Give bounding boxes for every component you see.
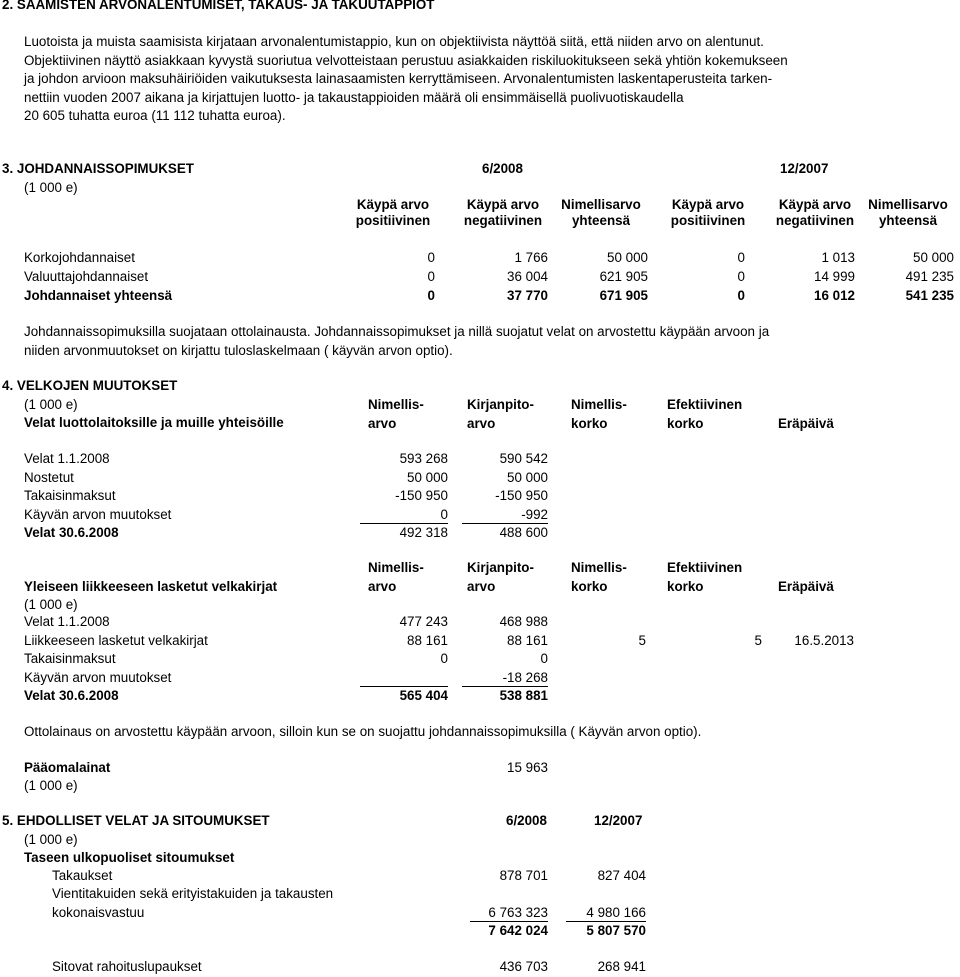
table-row-label: Liikkeeseen lasketut velkakirjat — [24, 633, 208, 648]
table-cell-total: 671 905 — [599, 288, 648, 303]
unit-label: (1 000 e) — [24, 832, 78, 847]
table-cell: 0 — [360, 507, 448, 524]
principal-loans-value: 15 963 — [507, 760, 548, 775]
table-cell: 593 268 — [399, 451, 448, 466]
section-3-heading: 3. JOHDANNAISSOPIMUKSET — [2, 161, 194, 176]
section-2-heading: 2. SAAMISTEN ARVONALENTUMISET, TAKAUS- JA TAKUUTAPPIOT — [2, 0, 435, 12]
col-header-fair-negative: Käypä arvo negatiivinen — [463, 197, 543, 228]
table-cell: 50 000 — [507, 470, 548, 485]
table-cell: 0 — [440, 651, 448, 666]
table-cell: 878 701 — [499, 868, 548, 883]
section-2-text-line: ja johdon arvioon maksuhäiriöiden vaikutuksesta lainasaamisten kerryttämiseen. Arvonalentumisten laskentaperusteita tarken- — [24, 71, 773, 86]
col-header-nominal: Nimellis- arvo — [368, 397, 424, 431]
table-cell-total: 5 807 570 — [586, 923, 646, 938]
table-cell: 50 000 — [913, 250, 954, 265]
col-header-nominal: Nimellis- arvo — [368, 560, 424, 594]
table-cell: -992 — [462, 507, 548, 524]
table-cell-total: 492 318 — [399, 525, 448, 540]
table-cell: 1 013 — [821, 250, 855, 265]
table-cell: 436 703 — [499, 959, 548, 974]
col-header-effective-rate: Efektiivinen korko — [667, 560, 743, 594]
table-cell: 4 980 166 — [566, 905, 646, 922]
table-cell: 621 905 — [599, 269, 648, 284]
table-cell-total: 16 012 — [814, 288, 855, 303]
table-row-label: Velat 1.1.2008 — [24, 451, 110, 466]
unit-label: (1 000 e) — [24, 397, 78, 412]
col-header-due-date: Eräpäivä — [778, 416, 834, 431]
table-row-label: Käyvän arvon muutokset — [24, 507, 172, 522]
table-cell: 5 — [754, 633, 762, 648]
col-header-fair-positive: Käypä arvo positiivinen — [355, 197, 431, 228]
table-cell-total: 488 600 — [499, 525, 548, 540]
section-4-heading: 4. VELKOJEN MUUTOKSET — [2, 378, 178, 393]
table-row-label: Takaukset — [52, 868, 113, 883]
principal-loans-label: Pääomalainat — [24, 760, 111, 775]
table-cell: 491 235 — [905, 269, 954, 284]
table-cell: -150 950 — [395, 488, 448, 503]
table-cell: 36 004 — [507, 269, 548, 284]
table-cell: 50 000 — [407, 470, 448, 485]
col-header-book: Kirjanpito- arvo — [467, 397, 534, 431]
table-cell: 5 — [638, 633, 646, 648]
section-2-text-line: nettiin vuoden 2007 aikana ja kirjattujen luotto- ja takaustappioiden määrä oli ensimmäisellä puolivuotiskaudella — [24, 90, 684, 105]
table-cell-total: 565 404 — [399, 688, 448, 703]
table-cell: 1 766 — [514, 250, 548, 265]
table-cell-total: 7 642 024 — [488, 923, 548, 938]
table-cell: -150 950 — [495, 488, 548, 503]
col-header-nominal-rate: Nimellis- korko — [571, 560, 627, 594]
table-row-label-total: Velat 30.6.2008 — [24, 525, 119, 540]
period-12-2007: 12/2007 — [780, 161, 829, 176]
table-2-title: Yleiseen liikkeeseen lasketut velkakirjat — [24, 579, 278, 594]
table-cell: 0 — [737, 250, 745, 265]
col-header-nominal-total: Nimellisarvo yhteensä — [561, 197, 641, 228]
table-row-label: Korkojohdannaiset — [24, 250, 135, 265]
table-cell: 0 — [427, 269, 435, 284]
section-2-text-line: Objektiivinen näyttö asiakkaan kyvystä suoriutua velvotteistaan perustuu asiakkaiden riskiluokitukseen sekä yhtiön kokemukseen — [24, 53, 788, 68]
col-header-due-date: Eräpäivä — [778, 579, 834, 594]
table-row-label: Takaisinmaksut — [24, 651, 116, 666]
table-cell-total: 538 881 — [499, 688, 548, 703]
off-balance-heading: Taseen ulkopuoliset sitoumukset — [24, 850, 235, 865]
table-cell: 268 941 — [597, 959, 646, 974]
col-header-fair-negative-2007: Käypä arvo negatiivinen — [775, 197, 855, 228]
table-cell: 0 — [427, 250, 435, 265]
table-cell-empty — [360, 670, 448, 687]
table-row-label: Käyvän arvon muutokset — [24, 670, 172, 685]
table-row-label-total: Velat 30.6.2008 — [24, 688, 119, 703]
unit-label: (1 000 e) — [24, 597, 78, 612]
table-cell-total: 37 770 — [507, 288, 548, 303]
period-12-2007: 12/2007 — [594, 813, 643, 828]
table-cell: 14 999 — [814, 269, 855, 284]
section-3-note-line: Johdannaissopimuksilla suojataan ottolainausta. Johdannaissopimukset ja nillä suojatut velat on arvostettu käypään arvoon ja — [24, 324, 770, 339]
table-cell: 468 988 — [499, 614, 548, 629]
table-row-label: Takaisinmaksut — [24, 488, 116, 503]
section-3-note-line: niiden arvonmuutokset on kirjattu tuloslaskelmaan ( käyvän arvon optio). — [24, 343, 453, 358]
table-cell: 827 404 — [597, 868, 646, 883]
table-cell-total: 541 235 — [905, 288, 954, 303]
section-2-text-line: 20 605 tuhatta euroa (11 112 tuhatta euroa). — [24, 108, 286, 123]
col-header-nominal-rate: Nimellis- korko — [571, 397, 627, 431]
table-cell: 88 161 — [407, 633, 448, 648]
section-5-heading: 5. EHDOLLISET VELAT JA SITOUMUKSET — [2, 813, 270, 828]
table-cell: 16.5.2013 — [794, 633, 854, 648]
table-row-label-total: Johdannaiset yhteensä — [24, 288, 173, 303]
table-row-label: Nostetut — [24, 470, 74, 485]
table-cell: 0 — [540, 651, 548, 666]
section-2-text-line: Luotoista ja muista saamisista kirjataan arvonalentumistappio, kun on objektiivista näyttöä siitä, että niiden arvo on alentunut. — [24, 34, 764, 49]
table-row-label: Valuuttajohdannaiset — [24, 269, 149, 284]
table-cell: 477 243 — [399, 614, 448, 629]
col-header-nominal-total-2007: Nimellisarvo yhteensä — [868, 197, 948, 228]
col-header-effective-rate: Efektiivinen korko — [667, 397, 743, 431]
table-cell: -18 268 — [462, 670, 548, 687]
table-cell-total: 0 — [737, 288, 745, 303]
table-cell: 6 763 323 — [470, 905, 548, 922]
table-cell: 50 000 — [607, 250, 648, 265]
table-cell: 0 — [737, 269, 745, 284]
table-cell-total: 0 — [427, 288, 435, 303]
unit-label: (1 000 e) — [24, 778, 78, 793]
period-6-2008: 6/2008 — [506, 813, 547, 828]
table-row-label: kokonaisvastuu — [52, 905, 145, 920]
unit-label: (1 000 e) — [24, 180, 78, 195]
period-6-2008: 6/2008 — [482, 161, 523, 176]
section-4-note: Ottolainaus on arvostettu käypään arvoon, silloin kun se on suojattu johdannaissopimuksilla ( Käyvän arvon optio). — [24, 724, 702, 739]
col-header-fair-positive-2007: Käypä arvo positiivinen — [670, 197, 746, 228]
table-cell: 590 542 — [499, 451, 548, 466]
table-1-title: Velat luottolaitoksille ja muille yhteisöille — [24, 415, 284, 430]
table-row-label: Velat 1.1.2008 — [24, 614, 110, 629]
table-cell: 88 161 — [507, 633, 548, 648]
table-row-label: Vientitakuiden sekä erityistakuiden ja takausten — [52, 886, 334, 901]
table-row-label: Sitovat rahoituslupaukset — [52, 959, 202, 974]
col-header-book: Kirjanpito- arvo — [467, 560, 534, 594]
